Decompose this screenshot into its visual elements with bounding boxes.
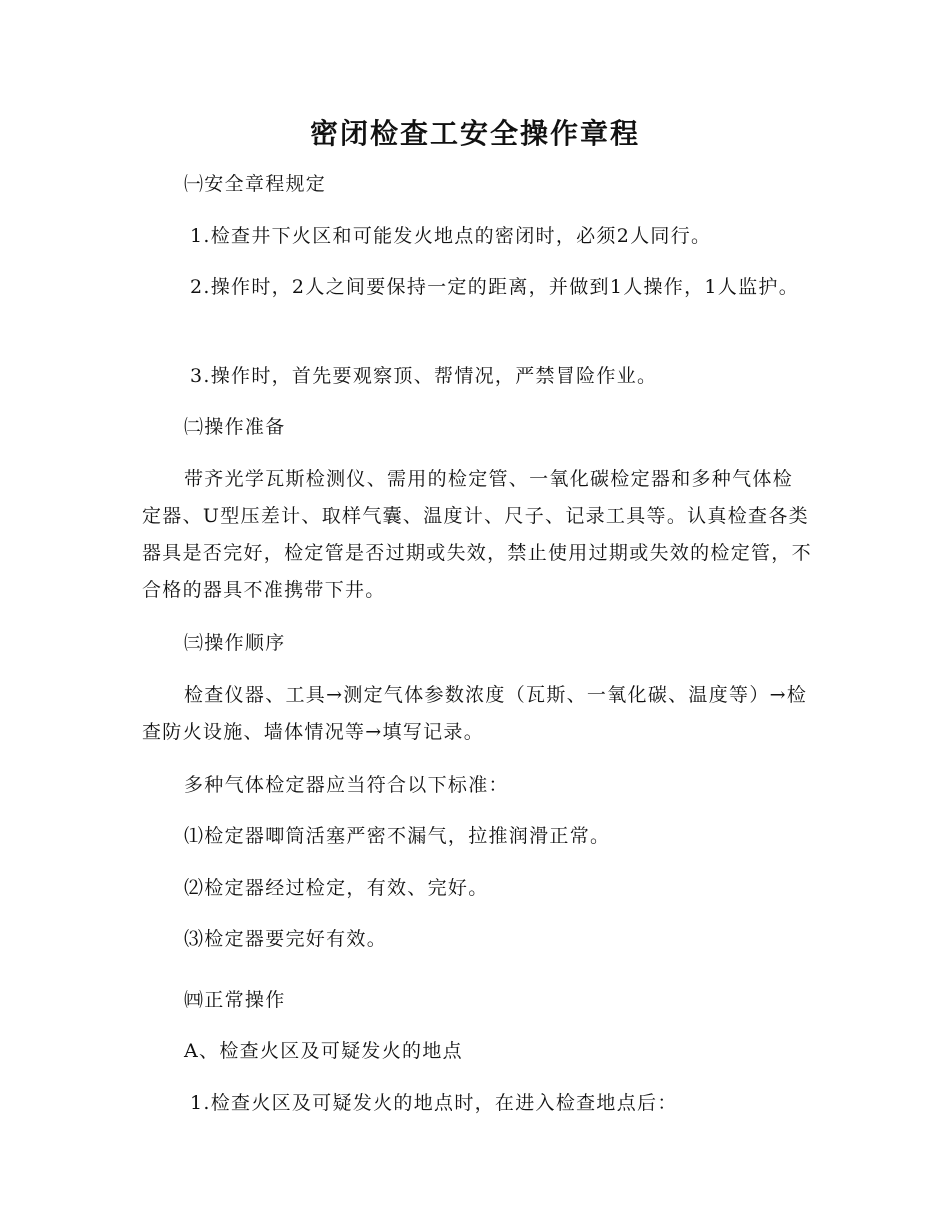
section-heading-4: ㈣正常操作 [184, 989, 286, 1011]
section-heading-2: ㈡操作准备 [184, 416, 286, 438]
list-item-1: ⑴检定器唧筒活塞严密不漏气，拉推润滑正常。 [184, 825, 611, 847]
section-heading-3: ㈢操作顺序 [184, 632, 286, 654]
list-item-3: ⑶检定器要完好有效。 [184, 928, 388, 950]
list-item-2: ⑵检定器经过检定，有效、完好。 [184, 877, 489, 899]
paragraph-1-1: 1.检查井下火区和可能发火地点的密闭时，必须2人同行。 [190, 225, 712, 247]
paragraph-3-2: 多种气体检定器应当符合以下标准： [184, 774, 509, 796]
section-heading-1: ㈠安全章程规定 [184, 173, 327, 195]
paragraph-2-1: 带齐光学瓦斯检测仪、需用的检定管、一氧化碳检定器和多种气体检定器、U型压差计、取样气囊、温度计、尺子、记录工具等。认真检查各类器具是否完好，检定管是否过期或失效，禁止使用过期或失效的检定管，不合格的器具不准携带下井。 [142, 468, 812, 601]
paragraph-1-2: 2.操作时，2人之间要保持一定的距离，并做到1人操作，1人监护。 [190, 276, 799, 298]
paragraph-4-1: 1.检查火区及可疑发火的地点时，在进入检查地点后： [190, 1092, 678, 1114]
document-title: 密闭检查工安全操作章程 [309, 117, 640, 150]
subsection-heading-a: A、检查火区及可疑发火的地点 [184, 1040, 463, 1062]
paragraph-3-1: 检查仪器、工具→测定气体参数浓度（瓦斯、一氧化碳、温度等）→检查防火设施、墙体情况等→填写记录。 [142, 684, 808, 743]
paragraph-1-3: 3.操作时，首先要观察顶、帮情况，严禁冒险作业。 [190, 365, 658, 387]
